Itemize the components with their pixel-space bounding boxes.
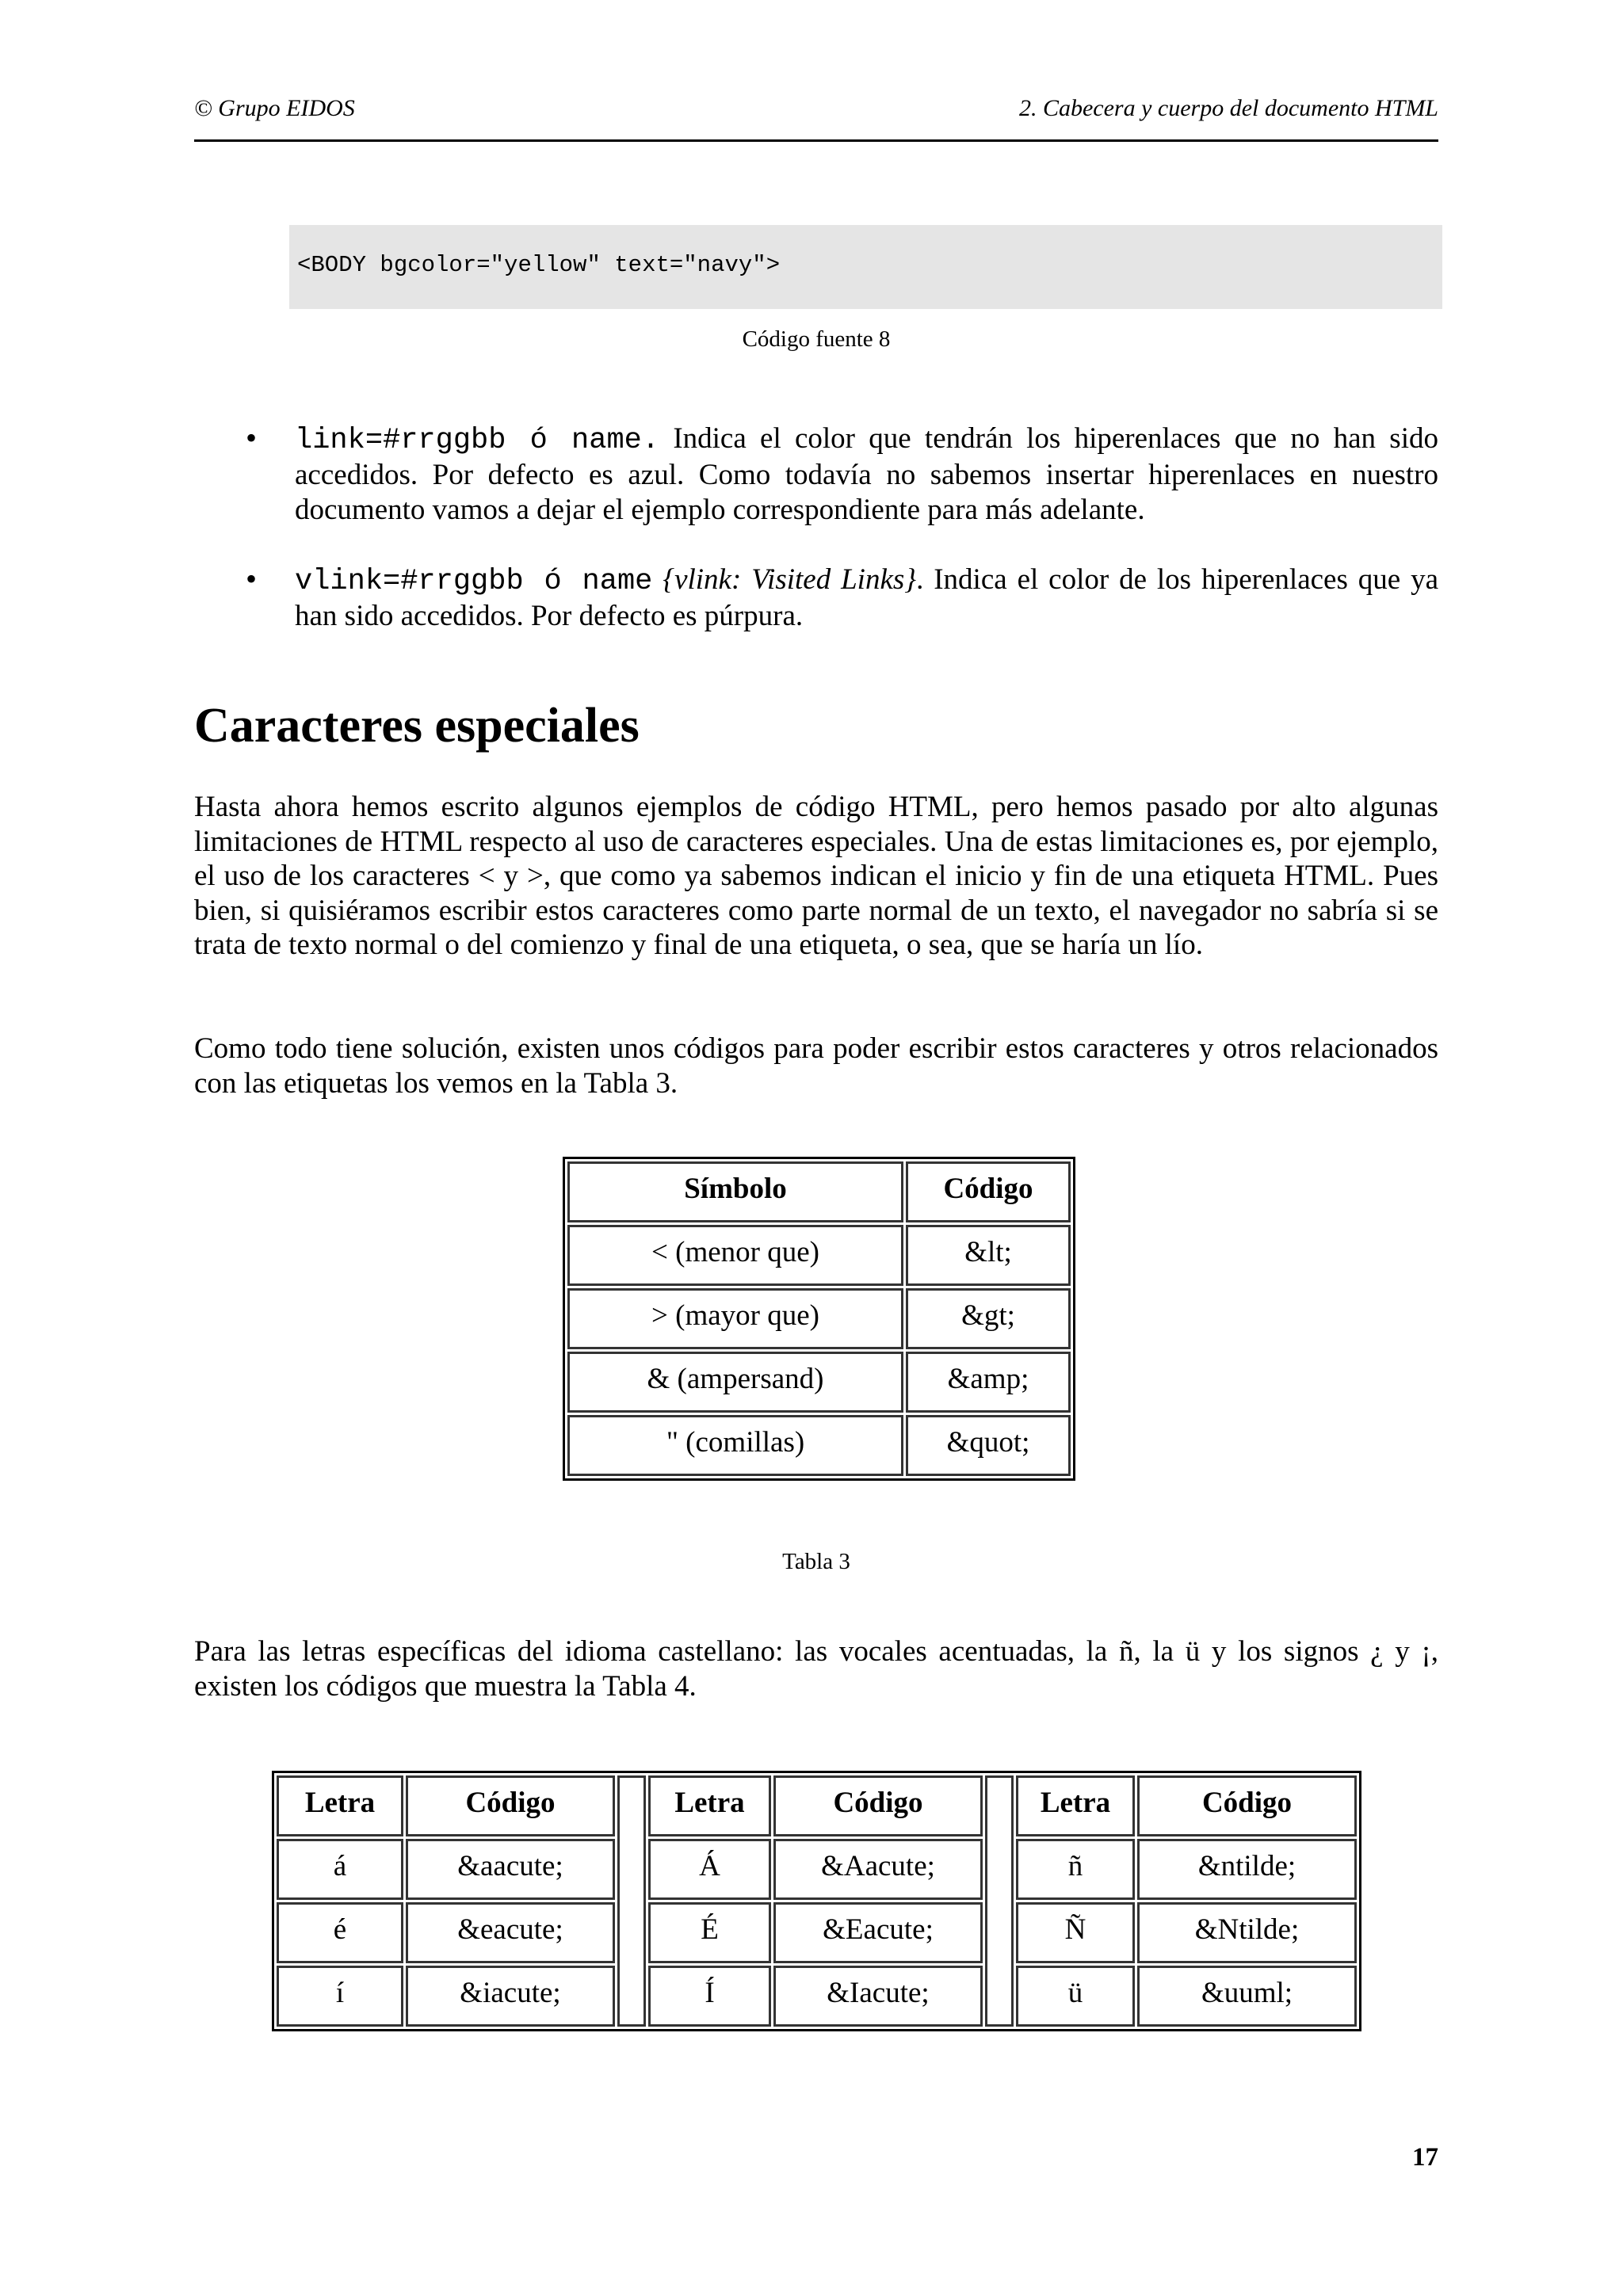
- table-cell: &amp;: [906, 1352, 1071, 1413]
- table-row: [277, 1966, 1357, 2027]
- table-cell: & (ampersand): [567, 1352, 903, 1413]
- table-cell: &Eacute;: [773, 1902, 983, 1963]
- table-cell: É: [648, 1902, 771, 1963]
- header-right: 2. Cabecera y cuerpo del documento HTML: [1018, 95, 1438, 121]
- table-cell: &aacute;: [406, 1839, 615, 1900]
- table-cell: &eacute;: [406, 1902, 615, 1963]
- table-gap: [617, 1775, 646, 2027]
- table-3-caption: Tabla 3: [782, 1549, 850, 1574]
- table-cell: " (comillas): [567, 1415, 903, 1476]
- paragraph-1: Hasta ahora hemos escrito algunos ejemplos de código HTML, pero hemos pasado por alto algunas limitaciones de HTML respecto al uso de caracteres especiales. Una de estas limitaciones es, por ejemplo, el uso de los caracteres < y >, que como ya sabemos indican el inicio y fin de una etiqueta HTML. Pues bien, si quisiéramos escribir estos caracteres como parte normal de un texto, el navegador no sabría si se trata de texto normal o del comienzo y final de una etiqueta, o sea, que se haría un lío.: [194, 791, 1438, 961]
- section-heading: Caracteres especiales: [194, 699, 640, 753]
- code-block: [289, 225, 1442, 309]
- table-cell: &gt;: [906, 1288, 1071, 1349]
- table-header-cell: Letra: [648, 1775, 771, 1836]
- page-number: 17: [1412, 2143, 1438, 2172]
- paragraph-3: Para las letras específicas del idioma castellano: las vocales acentuadas, la ñ, la ü y los signos ¿ y ¡, existen los códigos que muestra la Tabla 4.: [194, 1635, 1438, 1703]
- table-cell: í: [277, 1966, 403, 2027]
- table-cell: &Aacute;: [773, 1839, 983, 1900]
- table-header-cell: Código: [906, 1161, 1071, 1222]
- table-cell: Á: [648, 1839, 771, 1900]
- table-cell: Ñ: [1016, 1902, 1135, 1963]
- code-text: <BODY bgcolor="yellow" text="navy">: [297, 252, 781, 278]
- table-row: [567, 1415, 1071, 1476]
- table-4: [272, 1771, 1361, 2031]
- table-cell: ü: [1016, 1966, 1135, 2027]
- table-cell: &Iacute;: [773, 1966, 983, 2027]
- table-cell: &iacute;: [406, 1966, 615, 2027]
- table-header-cell: Símbolo: [567, 1161, 903, 1222]
- bullet-code: vlink=#rrggbb ó name: [295, 565, 653, 598]
- table-cell: &Ntilde;: [1137, 1902, 1357, 1963]
- paragraph-2: Como todo tiene solución, existen unos códigos para poder escribir estos caracteres y otros relacionados con las etiquetas los vemos en la Tabla 3.: [194, 1032, 1438, 1100]
- header-left: © Grupo EIDOS: [194, 95, 355, 121]
- table-row: [277, 1902, 1357, 1963]
- table-cell: &quot;: [906, 1415, 1071, 1476]
- table-cell: &uuml;: [1137, 1966, 1357, 2027]
- table-gap: [985, 1775, 1014, 2027]
- table-3: [563, 1157, 1075, 1481]
- bullet-item-vlink: [295, 563, 1438, 634]
- table-header-row: [567, 1161, 1071, 1222]
- table-header-cell: Código: [1137, 1775, 1357, 1836]
- table-cell: > (mayor que): [567, 1288, 903, 1349]
- bullet-dot: •: [246, 420, 258, 456]
- bullet-dot: •: [246, 561, 258, 597]
- table-row: [567, 1225, 1071, 1286]
- table-cell: &ntilde;: [1137, 1839, 1357, 1900]
- table-header-cell: Letra: [277, 1775, 403, 1836]
- bullet-text: . Indica el color de los hiperenlaces que ya han sido accedidos. Por defecto es púrpura.: [295, 563, 1439, 632]
- page-header: [194, 95, 1438, 142]
- table-header-cell: Código: [773, 1775, 983, 1836]
- table-header-cell: Código: [406, 1775, 615, 1836]
- table-cell: é: [277, 1902, 403, 1963]
- table-row: [567, 1352, 1071, 1413]
- table-cell: Í: [648, 1966, 771, 2027]
- table-header-cell: Letra: [1016, 1775, 1135, 1836]
- bullet-italic: {vlink: Visited Links}: [652, 563, 917, 596]
- table-cell: á: [277, 1839, 403, 1900]
- bullet-text: Indica el color que tendrán los hiperenlaces que no han sido accedidos. Por defecto es azul. Como todavía no sabemos insertar hiperenlaces en nuestro documento vamos a dejar el ejemplo correspondiente para más adelante.: [295, 422, 1438, 526]
- table-cell: &lt;: [906, 1225, 1071, 1286]
- table-cell: < (menor que): [567, 1225, 903, 1286]
- bullet-item-link: [295, 421, 1438, 528]
- table-row: [567, 1288, 1071, 1349]
- table-cell: ñ: [1016, 1839, 1135, 1900]
- table-header-row: [277, 1775, 1357, 1836]
- bullet-code: link=#rrggbb ó name.: [295, 424, 660, 457]
- table-row: [277, 1839, 1357, 1900]
- code-caption: Código fuente 8: [742, 326, 891, 352]
